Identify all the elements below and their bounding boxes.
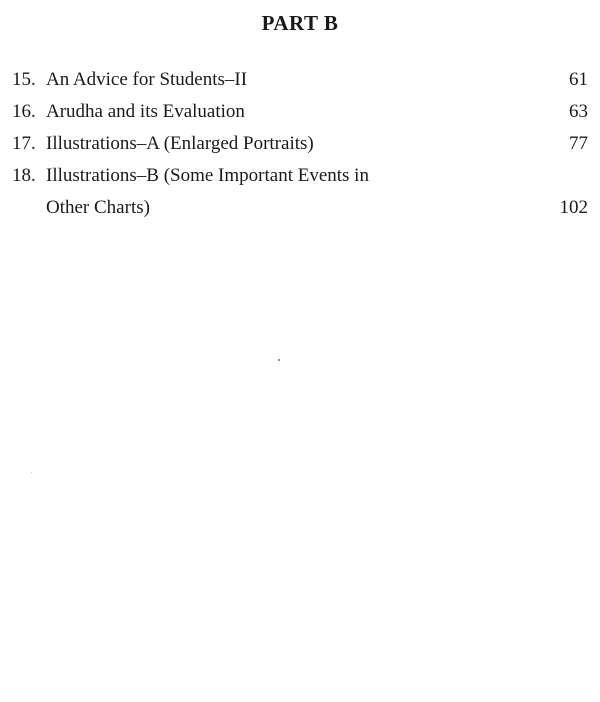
entry-number: 18.	[12, 165, 36, 186]
scan-speck	[278, 359, 280, 361]
toc-entry-16[interactable]	[12, 96, 588, 128]
entry-title	[12, 160, 588, 224]
entry-title-line: An Advice for Students–II	[46, 69, 248, 90]
entry-title	[12, 96, 588, 128]
entry-page-number: 77	[569, 133, 588, 154]
entry-number: 17.	[12, 133, 36, 154]
toc-entry-17[interactable]	[12, 128, 588, 160]
entry-title-line: Illustrations–A (Enlarged Portraits)	[46, 133, 314, 154]
page-title: PART B	[261, 11, 339, 35]
entry-page-number: 63	[569, 101, 588, 122]
entry-title-line: Illustrations–B (Some Important Events in	[46, 165, 369, 186]
entry-title-line: Arudha and its Evaluation	[46, 101, 245, 122]
table-of-contents	[12, 64, 588, 224]
entry-number: 16.	[12, 101, 36, 122]
scan-speck	[31, 472, 32, 473]
entry-title	[12, 128, 588, 160]
entry-title	[12, 64, 588, 96]
toc-entry-18[interactable]	[12, 160, 588, 224]
toc-entry-15[interactable]	[12, 64, 588, 96]
entry-page-number: 61	[569, 69, 588, 90]
entry-page-number: 102	[559, 197, 588, 218]
entry-title-line: Other Charts)	[46, 197, 150, 218]
entry-number: 15.	[12, 69, 36, 90]
